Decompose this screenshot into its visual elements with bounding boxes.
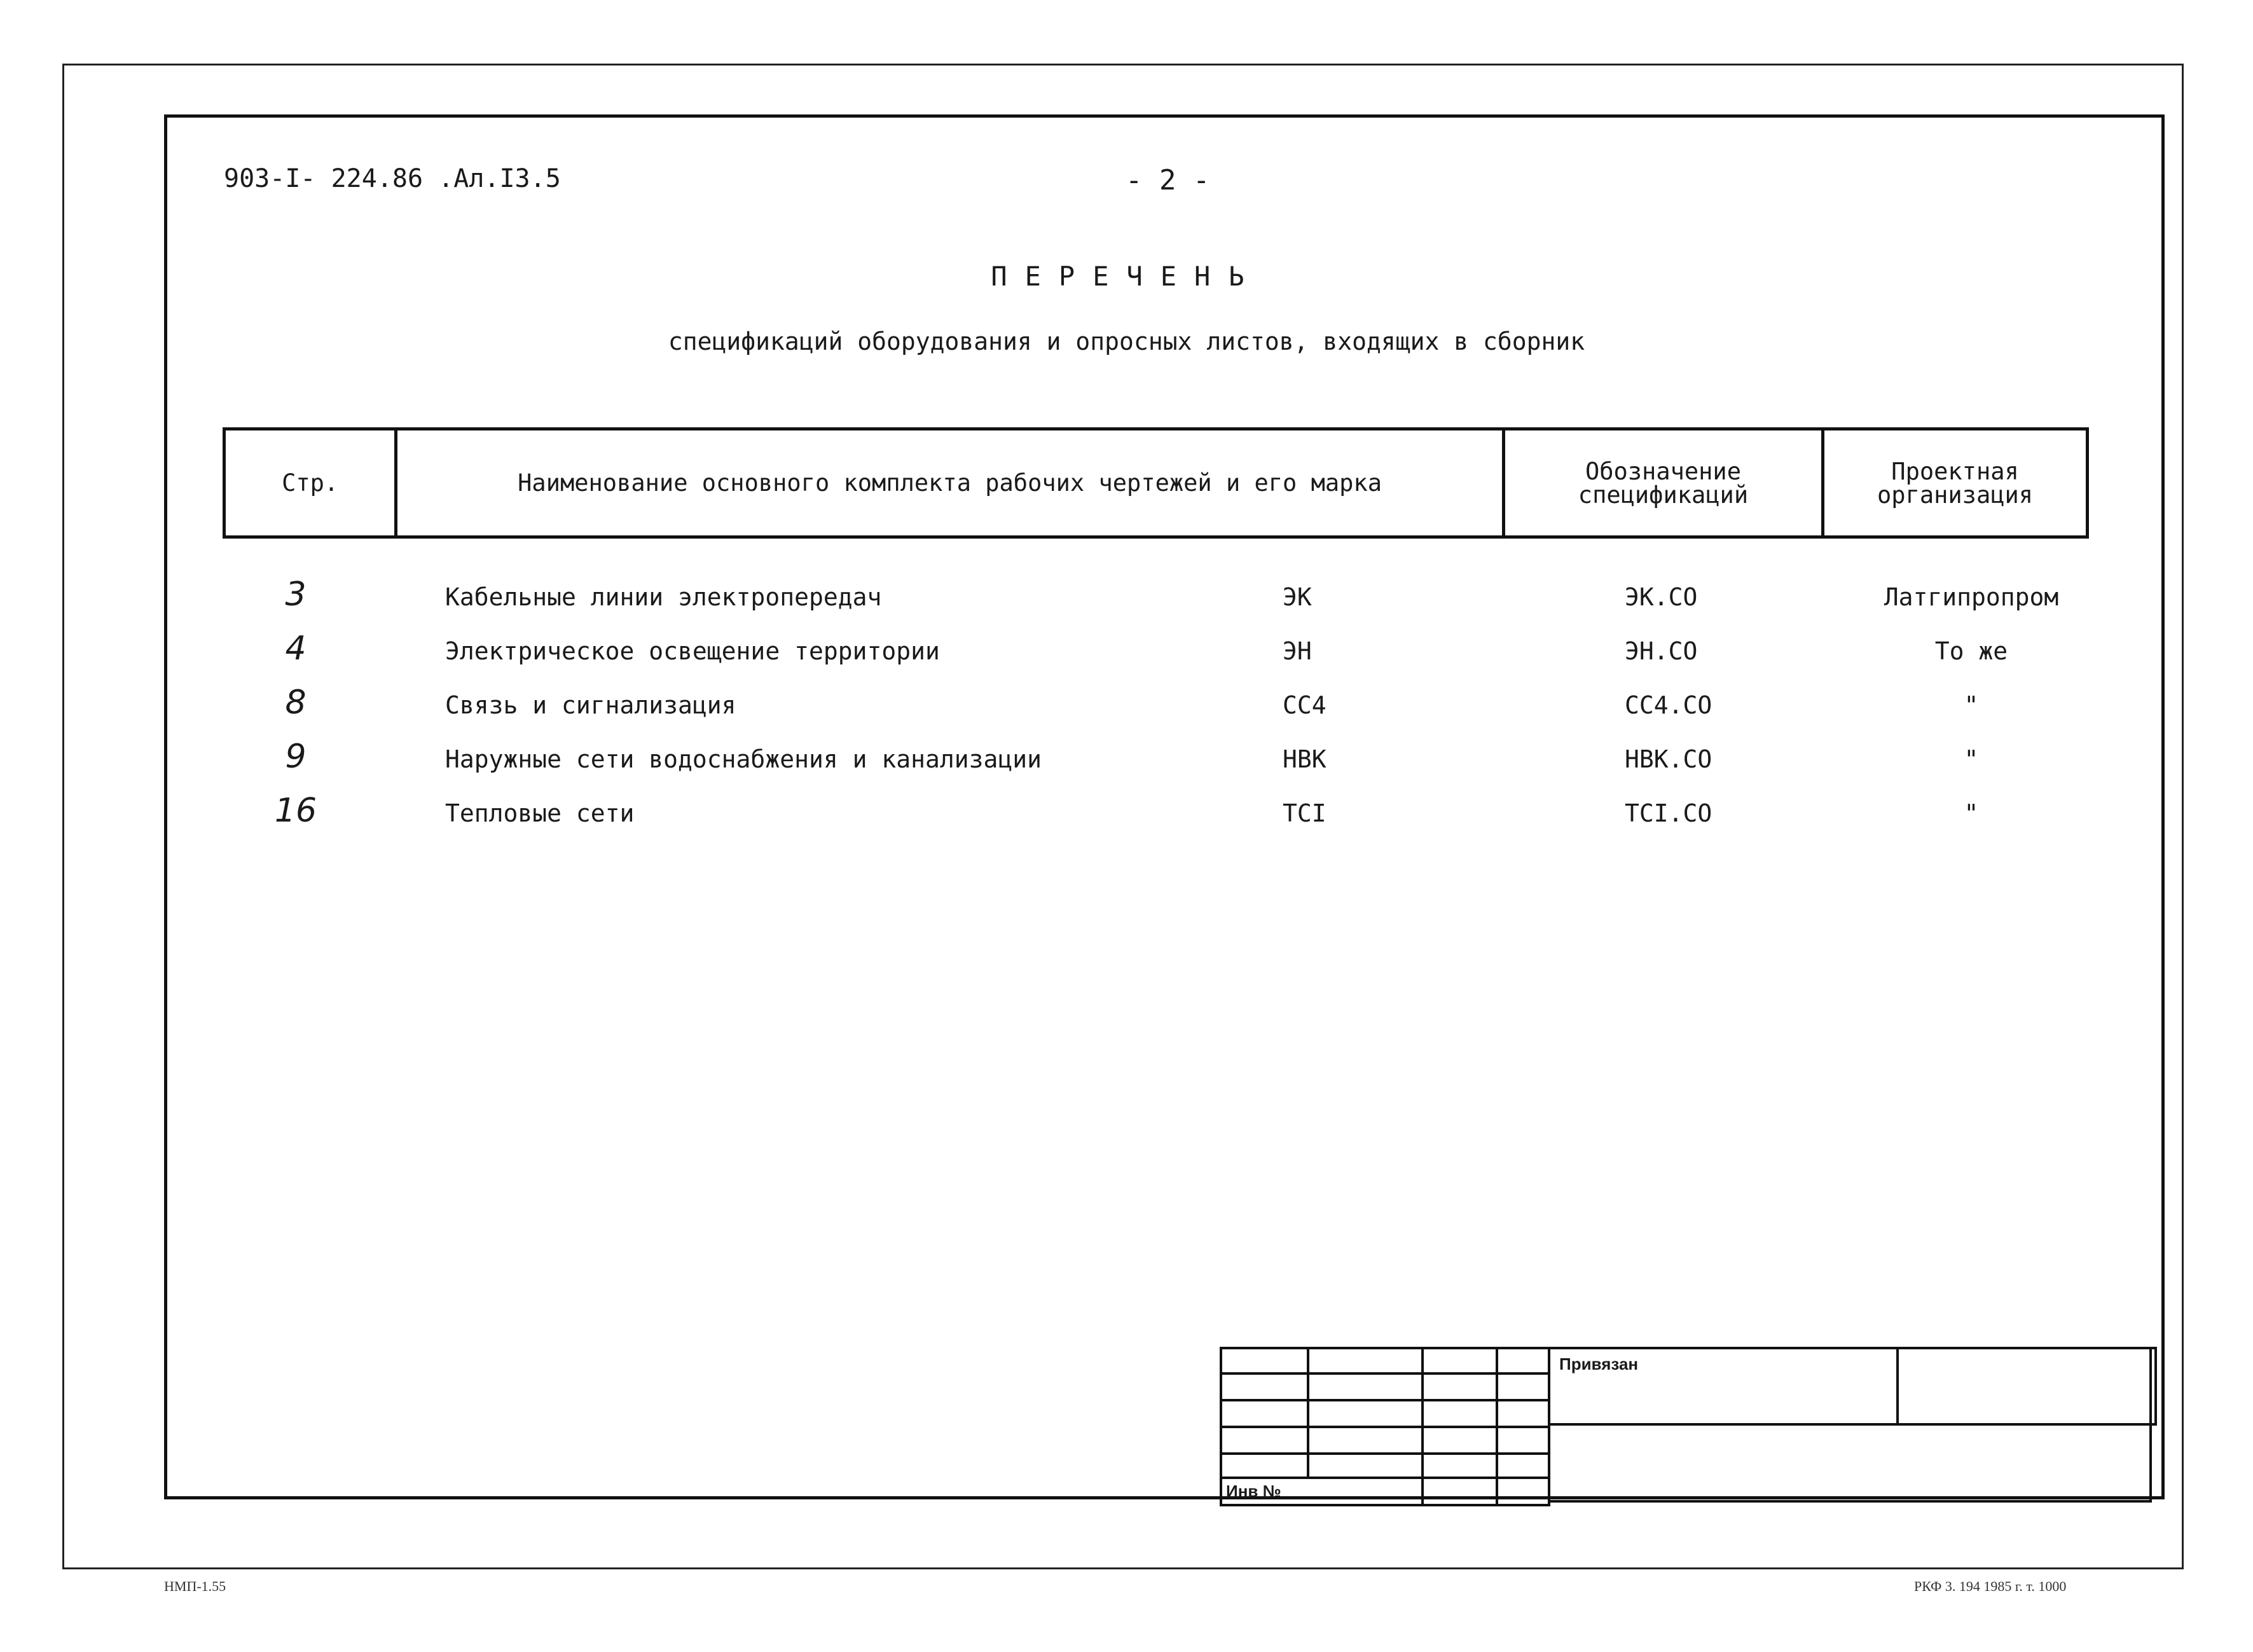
row-designation: ЭК.СО [1625,583,1698,611]
row-name: Тепловые сети [445,799,635,827]
table-row [0,684,2253,738]
sheet-number: - 2 - [1126,164,1210,196]
row-organization: Латгипропром [1884,583,2059,611]
row-mark: ЭК [1283,583,1312,611]
table-body [0,575,2253,846]
row-name: Кабельные линии электропередач [445,583,882,611]
row-organization: " [1964,691,1979,719]
row-page: 8 [285,684,307,722]
row-name: Наружные сети водоснабжения и канализации [445,745,1042,773]
row-designation: СС4.СО [1625,691,1712,719]
title-block-main [1548,1347,2152,1503]
row-name: Связь и сигнализация [445,691,736,719]
column-header-name: Наименование основного комплекта рабочих чертежей и его марка [396,429,1504,537]
page-subtitle: спецификаций оборудования и опросных листов, входящих в сборник [668,327,1585,355]
row-mark: НВК [1283,745,1326,773]
row-organization: " [1964,745,1979,773]
row-page: 4 [285,630,307,668]
row-mark: ЭН [1283,637,1312,665]
table-header [223,427,2089,539]
document-number: 903-I- 224.86 .Ал.I3.5 [224,164,561,193]
table-row [0,575,2253,630]
row-designation: ЭН.СО [1625,637,1698,665]
title-block [1220,1347,2152,1503]
blank-cell [1896,1347,2157,1426]
row-name: Электрическое освещение территории [445,637,940,665]
page-title: ПЕРЕЧЕНЬ [991,261,1262,292]
inventory-number-label: Инв № [1221,1478,1423,1505]
table-row [0,630,2253,684]
column-header-organization: Проектная организация [1823,429,2088,537]
row-designation: НВК.СО [1625,745,1712,773]
column-header-page: Стр. [224,429,396,537]
row-page: 3 [285,575,307,614]
table-row [0,738,2253,792]
table-row [0,792,2253,846]
row-page: 16 [274,792,317,830]
row-mark: СС4 [1283,691,1326,719]
title-block-grid [1220,1347,1550,1506]
footer-right: РКФ 3. 194 1985 г. т. 1000 [1914,1578,2067,1594]
column-header-designation: Обозначение спецификаций [1503,429,1822,537]
row-page: 9 [285,738,307,776]
footer-left: НМП-1.55 [164,1578,226,1594]
row-designation: ТСI.СО [1625,799,1712,827]
row-organization: " [1964,799,1979,827]
row-organization: То же [1934,637,2008,665]
row-mark: ТСI [1283,799,1326,827]
attached-label: Привязан [1559,1354,1639,1373]
